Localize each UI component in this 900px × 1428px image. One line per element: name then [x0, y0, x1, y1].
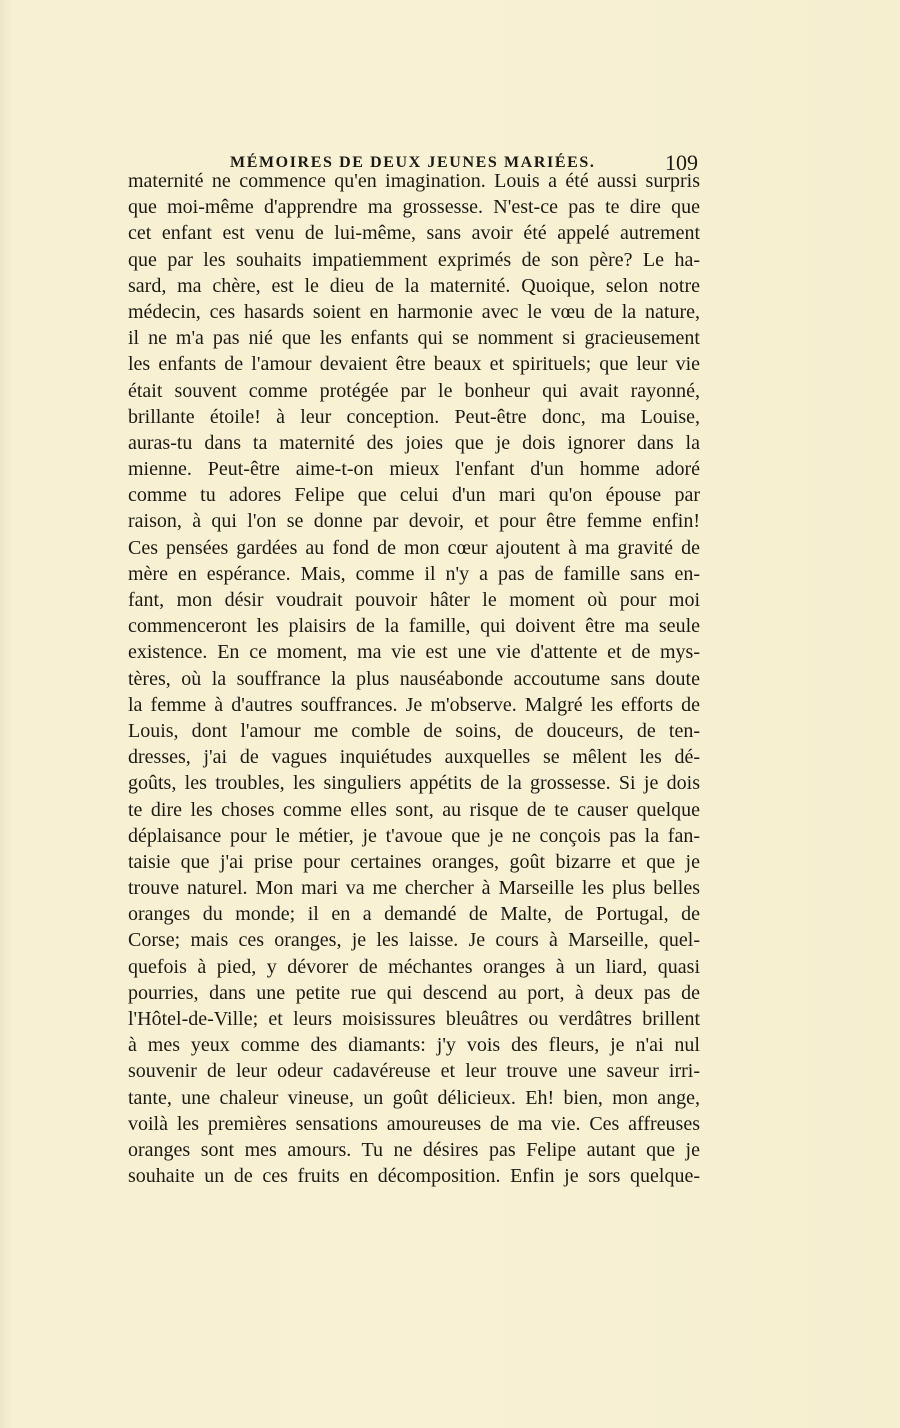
- text-line: que moi-même d'apprendre ma grossesse. N'est-ce pas te dire que: [128, 196, 700, 219]
- text-line: mienne. Peut-être aime-t-on mieux l'enfant d'un homme adoré: [128, 458, 700, 481]
- text-line: maternité ne commence qu'en imagination. Louis a été aussi surpris: [128, 170, 700, 192]
- text-line: médecin, ces hasards soient en harmonie avec le vœu de la nature,: [128, 300, 700, 323]
- text-line: cet enfant est venu de lui-même, sans avoir été appelé autrement: [128, 222, 700, 245]
- text-line: existence. En ce moment, ma vie est une vie d'attente et de mys-: [128, 641, 700, 664]
- text-line: Ces pensées gardées au fond de mon cœur ajoutent à ma gravité de: [128, 536, 700, 559]
- text-line: taisie que j'ai prise pour certaines oranges, goût bizarre et que je: [128, 850, 700, 873]
- page-number: 109: [665, 150, 698, 175]
- text-line: voilà les premières sensations amoureuses de ma vie. Ces affreuses: [128, 1112, 700, 1135]
- text-line: goûts, les troubles, les singuliers appétits de la grossesse. Si je dois: [128, 772, 700, 795]
- text-line: comme tu adores Felipe que celui d'un mari qu'on épouse par: [128, 484, 700, 507]
- text-line: tante, une chaleur vineuse, un goût délicieux. Eh! bien, mon ange,: [128, 1086, 700, 1109]
- text-line: tères, où la souffrance la plus nauséabonde accoutume sans doute: [128, 667, 700, 690]
- text-line: brillante étoile! à leur conception. Peut-être donc, ma Louise,: [128, 405, 700, 428]
- text-line: trouve naturel. Mon mari va me chercher à Marseille les plus belles: [128, 877, 700, 900]
- text-line: te dire les choses comme elles sont, au risque de te causer quelque: [128, 798, 700, 821]
- text-line: la femme à d'autres souffrances. Je m'observe. Malgré les efforts de: [128, 693, 700, 716]
- text-line: que par les souhaits impatiemment exprimés de son père? Le ha-: [128, 248, 700, 271]
- text-line: quefois à pied, y dévorer de méchantes oranges à un liard, quasi: [128, 955, 700, 978]
- text-line: oranges du monde; il en a demandé de Malte, de Portugal, de: [128, 903, 700, 926]
- text-line: l'Hôtel-de-Ville; et leurs moisissures bleuâtres ou verdâtres brillent: [128, 1008, 700, 1030]
- text-line: pourries, dans une petite rue qui descend au port, à deux pas de: [128, 981, 700, 1004]
- text-line: auras-tu dans ta maternité des joies que je dois ignorer dans la: [128, 431, 700, 454]
- text-line: les enfants de l'amour devaient être beaux et spirituels; que leur vie: [128, 353, 700, 376]
- text-line: sard, ma chère, est le dieu de la maternité. Quoique, selon notre: [128, 274, 700, 297]
- text-line: déplaisance pour le métier, je t'avoue que je ne conçois pas la fan-: [128, 824, 700, 847]
- text-line: oranges sont mes amours. Tu ne désires pas Felipe autant que je: [128, 1138, 700, 1161]
- text-line: dresses, j'ai de vagues inquiétudes auxquelles se mêlent les dé-: [128, 746, 700, 769]
- text-line: fant, mon désir voudrait pouvoir hâter le moment où pour moi: [128, 589, 700, 611]
- text-line: mère en espérance. Mais, comme il n'y a pas de famille sans en-: [128, 562, 700, 585]
- running-title: MÉMOIRES DE DEUX JEUNES MARIÉES.: [230, 154, 596, 171]
- text-line: Corse; mais ces oranges, je les laisse. Je cours à Marseille, quel-: [128, 929, 700, 952]
- text-line: souvenir de leur odeur cadavéreuse et leur trouve une saveur irri-: [128, 1060, 700, 1083]
- body-text: [128, 168, 700, 1189]
- text-line: à mes yeux comme des diamants: j'y vois des fleurs, je n'ai nul: [128, 1034, 700, 1057]
- text-line: était souvent comme protégée par le bonheur qui avait rayonné,: [128, 379, 700, 402]
- text-line: il ne m'a pas nié que les enfants qui se nomment si gracieusement: [128, 327, 700, 350]
- text-line: raison, à qui l'on se donne par devoir, et pour être femme enfin!: [128, 510, 700, 533]
- text-line: souhaite un de ces fruits en décomposition. Enfin je sors quelque-: [128, 1165, 700, 1188]
- text-line: commenceront les plaisirs de la famille, qui doivent être ma seule: [128, 615, 700, 638]
- text-line: Louis, dont l'amour me comble de soins, de douceurs, de ten-: [128, 719, 700, 742]
